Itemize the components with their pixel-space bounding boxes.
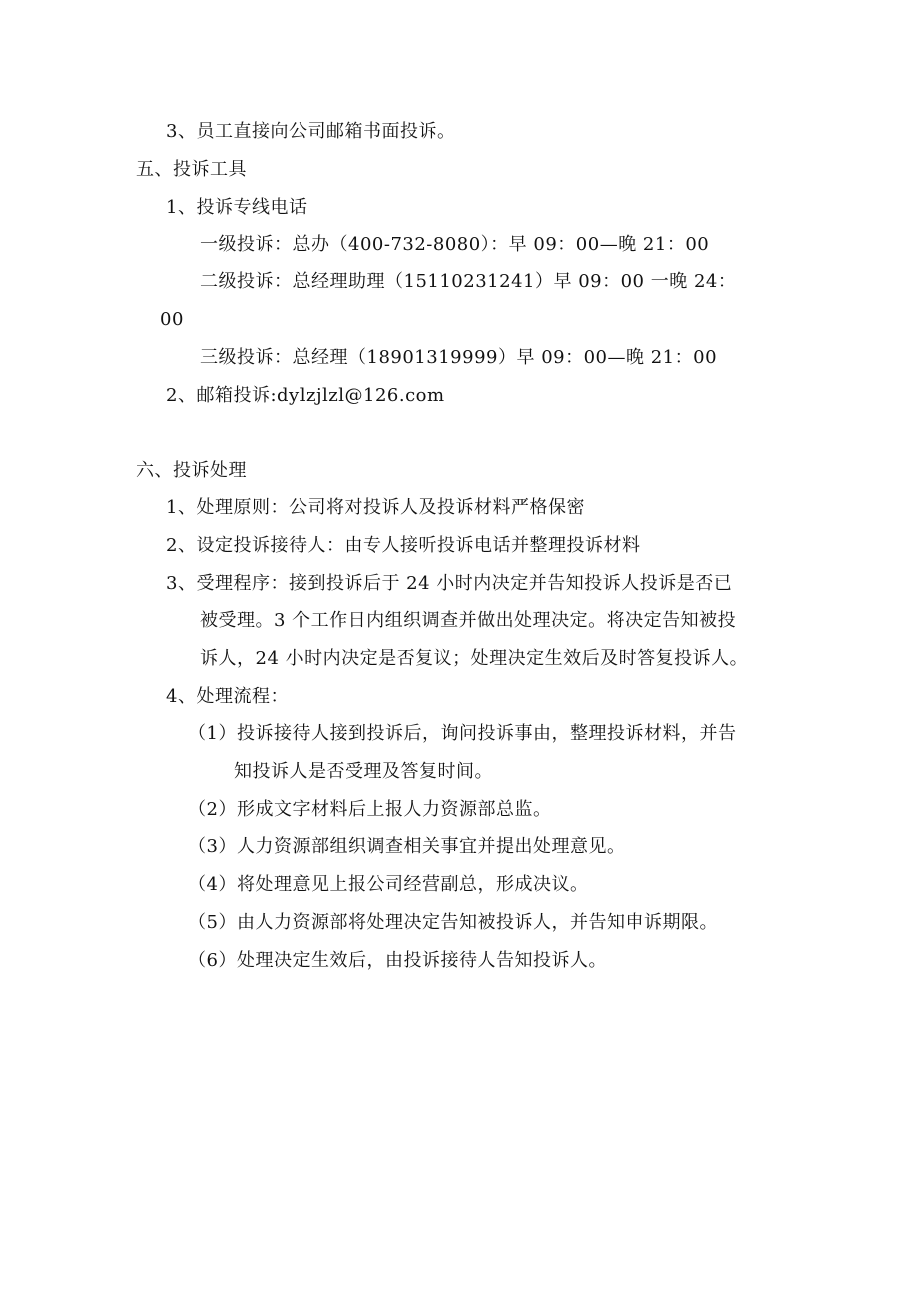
section5-heading: 五、投诉工具 [136,159,247,180]
complaint-level2-line2: 00 [160,309,184,330]
process-step-5: （5）由人力资源部将处理决定告知被投诉人，并告知申诉期限。 [188,912,718,933]
acceptance-procedure-line1: 3、受理程序：接到投诉后于 24 小时内决定并告知投诉人投诉是否已 [166,573,733,594]
acceptance-procedure-line3: 诉人，24 小时内决定是否复议；处理决定生效后及时答复投诉人。 [200,648,749,669]
process-heading: 4、处理流程： [166,686,289,707]
process-step-1-line2: 知投诉人是否受理及答复时间。 [234,761,493,782]
email-complaint-item: 2、邮箱投诉:dylzjlzl@126.com [166,385,445,406]
process-step-4: （4）将处理意见上报公司经营副总，形成决议。 [188,874,589,895]
process-step-2: （2）形成文字材料后上报人力资源部总监。 [188,799,552,820]
process-step-1-line1: （1）投诉接待人接到投诉后，询问投诉事由，整理投诉材料，并告 [188,723,737,744]
item-email-direct: 3、员工直接向公司邮箱书面投诉。 [166,121,456,142]
process-step-6: （6）处理决定生效后，由投诉接待人告知投诉人。 [188,950,607,971]
handling-principle: 1、处理原则：公司将对投诉人及投诉材料严格保密 [166,497,585,518]
hotline-heading: 1、投诉专线电话 [166,197,308,218]
section6-heading: 六、投诉处理 [136,460,247,481]
complaint-level2-line1: 二级投诉：总经理助理（15110231241）早 09：00 一晚 24： [200,271,737,292]
process-step-3: （3）人力资源部组织调查相关事宜并提出处理意见。 [188,836,626,857]
complaint-level1: 一级投诉：总办（400-732-8080）：早 09：00—晚 21：00 [200,234,710,255]
acceptance-procedure-line2: 被受理。3 个工作日内组织调查并做出处理决定。将决定告知被投 [200,610,737,631]
receptionist-setting: 2、设定投诉接待人：由专人接听投诉电话并整理投诉材料 [166,535,641,556]
complaint-level3: 三级投诉：总经理（18901319999）早 09：00—晚 21：00 [200,347,718,368]
